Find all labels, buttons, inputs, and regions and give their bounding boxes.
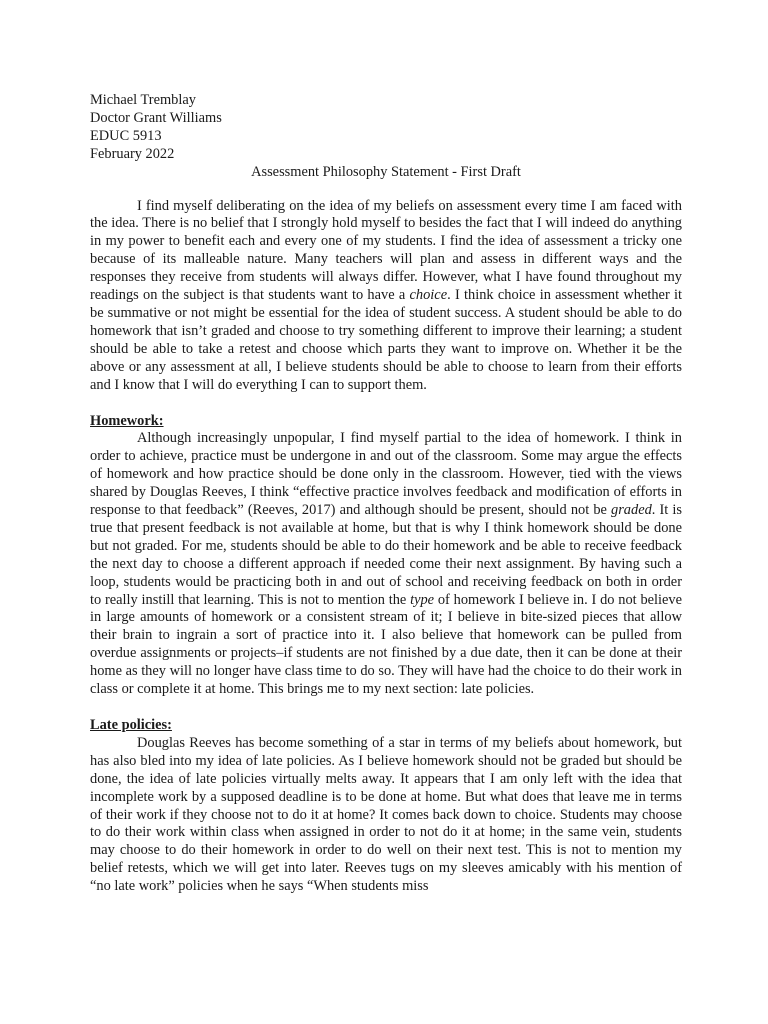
homework-emphasis-type: type	[410, 591, 435, 608]
late-policies-heading: Late policies:	[90, 717, 172, 733]
intro-paragraph	[90, 198, 682, 395]
homework-heading: Homework:	[90, 412, 164, 429]
document-date: February 2022	[90, 145, 175, 162]
homework-text-1: Although increasingly unpopular, I find myself partial to the idea of homework. I think in order to achieve, practice must be undergone in and out of the classroom. Some may argue the effects of homework and how practice should be done only in the classroom. However, tied with the views shared by Douglas Reeves, I think “effective practice involves feedback and modification of efforts in response to that feedback” (Reeves, 2017) and although should be present, should not be	[90, 430, 682, 519]
homework-paragraph	[90, 430, 682, 699]
late-policies-paragraph: Douglas Reeves has become something of a star in terms of my beliefs about homework, but has also bled into my idea of late policies. As I believe homework should not be graded but should be done, the idea of late policies virtually melts away. It appears that I am only left with the idea that incomplete work by a supposed deadline is to be done at home. But what does that leave me in terms of their work if they choose not to do it at home? It comes back down to choice. Students may choose to do their work within class when assigned in order to not do it at home; in the same vein, students may choose to do their homework in order to do well on their next test. This is not to mention my belief retests, which we will get into later. Reeves tugs on my sleeves amicably with his mention of “no late work” policies when he says “When students miss	[90, 734, 682, 895]
instructor-name: Doctor Grant Williams	[90, 109, 222, 126]
intro-text-1: I find myself deliberating on the idea of my beliefs on assessment every time I am faced with the idea. There is no belief that I strongly hold myself to besides the fact that I will indeed do anything in my power to benefit each and every one of my students. I find the idea of assessment a tricky one because of its malleable nature. Many teachers will plan and assess in different ways and the responses they receive from students will always differ. However, what I have found throughout my readings on the subject is that students want to have a	[90, 197, 682, 304]
author-name: Michael Tremblay	[90, 92, 196, 108]
intro-text-2: . I think choice in assessment whether it be summative or not might be essential for the idea of student success. A student should be able to do homework that isn’t graded and choose to try something different to improve their learning; a student should be able to take a retest and choose which parts they want to improve on. Whether it be the above or any assessment at all, I believe students should be able to choose to learn from their efforts and I know that I will do everything I can to support them.	[90, 287, 682, 393]
course-code: EDUC 5913	[90, 127, 162, 144]
homework-text-3: of homework I believe in. I do not believe in large amounts of homework or a consistent stream of it; I believe in bite-sized pieces that allow their brain to ingrain a sort of practice into it. I also believe that homework can be pulled from overdue assignments or projects–if students are not finished by a due date, then it can be done at their home as they will no longer have class time to do so. They will have had the choice to do their work in class or complete it at home. This brings me to my next section: late policies.	[90, 591, 682, 698]
document-title: Assessment Philosophy Statement - First Draft	[251, 163, 521, 180]
homework-emphasis-graded: graded	[611, 502, 652, 519]
homework-text-2: . It is true that present feedback is not available at home, but that is why I think homework should be done but not graded. For me, students should be able to do their homework and be able to receive feedback the next day to choose a different approach if needed come their next assignment. By having such a loop, students would be practicing both in and out of school and receiving feedback on both in order to really instill that learning. This is not to mention the	[90, 502, 682, 608]
intro-emphasis-choice: choice	[409, 287, 448, 304]
document-page	[90, 92, 682, 896]
